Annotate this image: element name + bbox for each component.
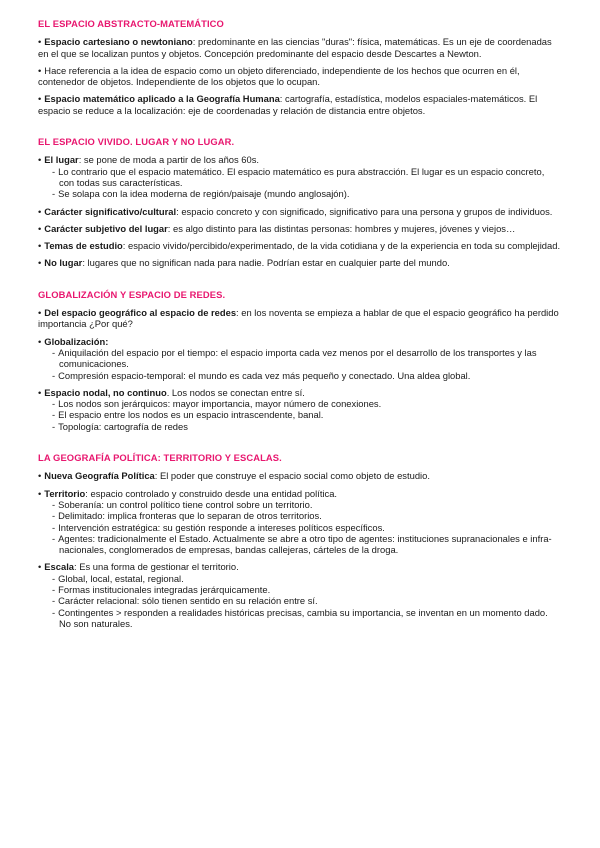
bullet-item: • Espacio cartesiano o newtoniano: predominante en las ciencias "duras": física, matemáticas. Es un eje de coordenadas en el que se localizan puntos y objetos. Concepción predominante del espacio desde Descartes a Newton. [38,36,552,59]
section-heading: EL ESPACIO ABSTRACTO-MATEMÁTICO [38,18,224,29]
sub-item: - Lo contrario que el espacio matemático. El espacio matemático es pura abstracción. El lugar es un espacio concreto, con todas sus características. [52,165,545,188]
bullet-item: • Globalización: - Aniquilación del espacio por el tiempo: el espacio importa cada vez menos por el desarrollo de los transportes y las comunicaciones. - Compresión espacio-temporal: el mundo es cada vez más pequeño y conectado. Una aldea global. [38,336,562,381]
bullet-dot-icon: • [38,222,42,234]
bullet-dot-icon: • [38,64,42,76]
bullet-item: • Hace referencia a la idea de espacio como un objeto diferenciado, independiente de los hechos que ocurren en él, contenedor de objetos. Independiente de los objetos que lo ocupan. [38,64,520,88]
bullet-dot-icon: • [38,93,42,105]
sub-list [38,499,562,555]
sub-list [38,573,562,629]
section-heading: EL ESPACIO VIVIDO. LUGAR Y NO LUGAR. [38,136,235,148]
sub-item: - Los nodos son jerárquicos: mayor importancia, mayor número de conexiones. [52,398,382,410]
sub-item: - Intervención estratégica: su gestión responde a intereses políticos específicos. [52,521,385,533]
sub-list [38,398,562,432]
bullet-item: • Temas de estudio: espacio vivido/percibido/experimentado, de la vida cotidiana y de la experiencia en toda su complejidad. [38,240,561,252]
sub-item: - Delimitado: implica fronteras que lo separan de otros territorios. [52,510,322,522]
bullet-item: • Escala: Es una forma de gestionar el territorio. - Global, local, estatal, regional. - Formas institucionales integradas jerárquicamente. - Carácter relacional: sólo tienen sentido en su relación entre sí. - Contingentes > responden a realidades históricas precisas, cambia su importancia, se inventan en un momento dado. No son naturales. [38,561,562,629]
bullet-item: • Carácter significativo/cultural: espacio concreto y con significado, significativo para una persona y grupos de individuos. [38,205,553,217]
sub-item: - Carácter relacional: sólo tienen sentido en su relación entre sí. [52,595,318,607]
sub-item: - Global, local, estatal, regional. [52,572,184,584]
bullet-item: • No lugar: lugares que no significan nada para nadie. Podrían estar en cualquier parte del mundo. [38,257,450,269]
bullet-dot-icon: • [38,205,42,217]
sub-item: - Se solapa con la idea moderna de región/paisaje (mundo anglosajón). [52,188,350,200]
bullet-item: • Carácter subjetivo del lugar: es algo distinto para las distintas personas: hombres y mujeres, jóvenes y viejos… [38,222,516,234]
section-lived-space [38,136,562,269]
bullet-dot-icon: • [38,386,42,398]
bullet-dot-icon: • [38,307,42,319]
sub-item: - Contingentes > responden a realidades históricas precisas, cambia su importancia, se inventan en un momento dado. No son naturales. [52,606,548,629]
bullet-dot-icon: • [38,36,42,48]
bullet-dot-icon: • [38,487,42,499]
sub-item: - Soberanía: un control político tiene control sobre un territorio. [52,498,313,510]
bullet-item: • Espacio nodal, no continuo. Los nodos se conectan entre sí. - Los nodos son jerárquicos: mayor importancia, mayor número de conexiones. - El espacio entre los nodos es un espacio intrascendente, banal. - Topología: cartografía de redes [38,387,562,432]
sub-item: - El espacio entre los nodos es un espacio intrascendente, banal. [52,409,324,421]
sub-item: - Topología: cartografía de redes [52,420,188,432]
bullet-item: • Del espacio geográfico al espacio de redes: en los noventa se empieza a hablar de que el espacio geográfico ha perdido importancia ¿Por qué? [38,307,559,330]
sub-item: - Agentes: tradicionalmente el Estado. Actualmente se abre a otro tipo de agentes: instituciones supranacionales e infra-nacionales, conglomerados de empresas, bandas callejeras, cárteles de la droga. [52,532,552,556]
section-abstract-space [38,18,562,116]
sub-item: - Formas institucionales integradas jerárquicamente. [52,583,271,595]
bullet-item: • Espacio matemático aplicado a la Geografía Humana: cartografía, estadística, modelos espaciales-matemáticos. El espacio se reduce a la localización: eje de coordenadas y relación de distancia entre objetos. [38,93,538,116]
bullet-dot-icon: • [38,335,42,347]
bullet-item: • Territorio: espacio controlado y construido desde una entidad política. - Soberanía: un control político tiene control sobre un territorio. - Delimitado: implica fronteras que lo separan de otros territorios. - Intervención estratégica: su gestión responde a intereses políticos específicos. - Agentes: tradicionalmente el Estado. Actualmente se abre a otro tipo de agentes: instituciones supranacionales e infra-nacionales, conglomerados de empresas, bandas callejeras, cárteles de la droga. [38,488,562,556]
bullet-item: • El lugar: se pone de moda a partir de los años 60s. - Lo contrario que el espacio matemático. El espacio matemático es pura abstracción. El lugar es un espacio concreto, con todas sus características. - Se solapa con la idea moderna de región/paisaje (mundo anglosajón). [38,154,562,199]
bullet-dot-icon: • [38,257,42,269]
sub-list [38,166,562,200]
bullet-dot-icon: • [38,154,42,166]
bullet-dot-icon: • [38,240,42,252]
section-political-geography [38,452,562,629]
sub-item: - Compresión espacio-temporal: el mundo es cada vez más pequeño y conectado. Una aldea global. [52,369,471,381]
section-heading: LA GEOGRAFÍA POLÍTICA: TERRITORIO Y ESCALAS. [38,452,282,464]
bullet-dot-icon: • [38,470,42,482]
bullet-item: • Nueva Geografía Política: El poder que construye el espacio social como objeto de estudio. [38,470,430,482]
section-globalization [38,289,562,432]
sub-item: - Aniquilación del espacio por el tiempo: el espacio importa cada vez menos por el desarrollo de los transportes y las comunicaciones. [52,346,537,370]
section-heading: GLOBALIZACIÓN Y ESPACIO DE REDES. [38,288,226,300]
sub-list [38,347,562,381]
bullet-dot-icon: • [38,561,42,573]
